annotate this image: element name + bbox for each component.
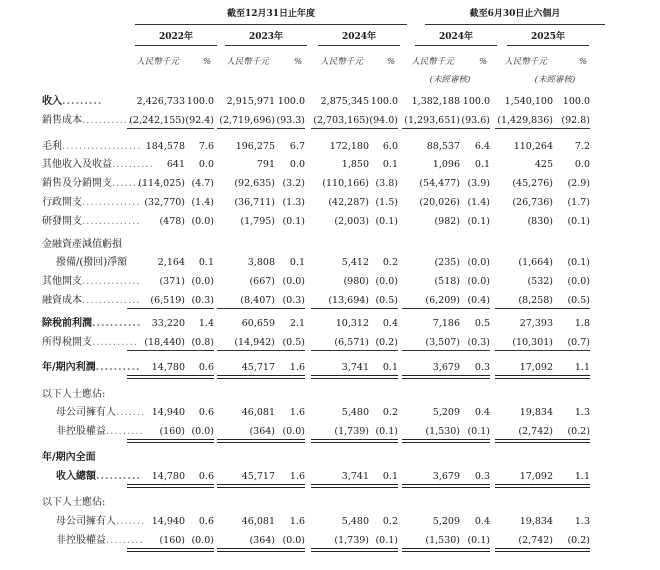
amount-cell: (364) <box>249 535 275 546</box>
percent-cell: (1.4) <box>191 197 214 208</box>
percent-cell: 0.0 <box>198 159 214 170</box>
percent-cell: 6.4 <box>474 141 490 152</box>
row-label: 銷售及分銷開支........ <box>42 178 146 189</box>
percent-cell: (94.0) <box>369 115 398 126</box>
subtotal-rule <box>127 308 214 309</box>
amount-cell: 14,940 <box>151 407 185 418</box>
amount-cell: 14,780 <box>151 362 185 373</box>
amount-unit-label: 人民幣千元 <box>411 57 454 67</box>
percent-cell: (0.2) <box>567 535 590 546</box>
unaudited-note-2024: (未經審核) <box>429 75 471 85</box>
year-ended-header: 截至12月31日止年度 <box>226 9 316 19</box>
row-label: 銷售成本.............. <box>42 115 141 126</box>
percent-cell: 1.4 <box>198 318 214 329</box>
percent-cell: 0.1 <box>382 159 398 170</box>
double-total-rule <box>402 548 490 552</box>
percent-cell: (93.6) <box>461 115 490 126</box>
double-total-rule <box>127 484 214 488</box>
amount-cell: 5,480 <box>341 407 369 418</box>
amount-cell: 19,834 <box>519 516 553 527</box>
percent-cell: (0.1) <box>567 257 590 268</box>
percent-cell: (0.0) <box>191 535 214 546</box>
subtotal-rule <box>402 128 490 129</box>
percent-cell: (0.1) <box>375 216 398 227</box>
double-total-rule <box>127 548 214 552</box>
row-label: 以下人士應佔: <box>42 497 106 508</box>
percent-cell: 100.0 <box>277 96 305 107</box>
percent-cell: (0.1) <box>375 426 398 437</box>
subtotal-rule <box>127 128 214 129</box>
subtotal-rule <box>311 308 398 309</box>
amount-cell: 60,659 <box>241 318 275 329</box>
year-header: 2022年 <box>158 32 194 42</box>
amount-unit-label: 人民幣千元 <box>320 57 363 67</box>
percent-cell: 100.0 <box>562 96 590 107</box>
subtotal-rule <box>402 350 490 351</box>
percent-cell: 1.3 <box>574 516 590 527</box>
percent-cell: (0.1) <box>375 535 398 546</box>
double-total-rule <box>217 375 305 379</box>
amount-cell: 3,679 <box>432 471 460 482</box>
double-total-rule <box>127 439 214 443</box>
percent-cell: 2.1 <box>289 318 305 329</box>
amount-cell: (32,770) <box>144 197 185 208</box>
percent-cell: 0.3 <box>474 362 490 373</box>
header-rule-2 <box>425 24 605 25</box>
amount-cell: (1,739) <box>334 535 369 546</box>
amount-cell: 3,808 <box>247 257 275 268</box>
amount-unit-label: 人民幣千元 <box>504 57 547 67</box>
amount-cell: (1,795) <box>240 216 275 227</box>
percent-cell: 0.6 <box>198 362 214 373</box>
row-label: 金融資產減值虧損 <box>42 239 122 250</box>
percent-cell: (0.0) <box>282 426 305 437</box>
percent-cell: 0.0 <box>574 159 590 170</box>
amount-cell: (1,293,651) <box>404 115 460 126</box>
percent-cell: (0.0) <box>375 276 398 287</box>
double-total-rule <box>311 484 398 488</box>
amount-cell: (8,407) <box>240 295 275 306</box>
amount-unit-label: 人民幣千元 <box>226 57 269 67</box>
amount-cell: (160) <box>159 535 185 546</box>
amount-cell: (14,942) <box>234 337 275 348</box>
amount-cell: (1,739) <box>334 426 369 437</box>
percent-cell: 1.3 <box>574 407 590 418</box>
percent-cell: (2.9) <box>567 178 590 189</box>
amount-cell: (830) <box>527 216 553 227</box>
percent-cell: 7.2 <box>574 141 590 152</box>
percent-cell: (93.3) <box>276 115 305 126</box>
amount-cell: 19,834 <box>519 407 553 418</box>
amount-cell: 5,209 <box>432 407 460 418</box>
unaudited-note-2025: (未經審核) <box>534 75 576 85</box>
row-label: 收入總額.......... <box>56 471 141 482</box>
double-total-rule <box>217 484 305 488</box>
amount-cell: 3,679 <box>432 362 460 373</box>
row-label: 除稅前利潤........... <box>42 318 142 329</box>
amount-cell: 3,741 <box>341 471 369 482</box>
percent-cell: 1.6 <box>289 362 305 373</box>
row-label: 年/期內利潤.......... <box>42 362 141 373</box>
amount-cell: (8,258) <box>518 295 553 306</box>
amount-cell: (518) <box>434 276 460 287</box>
percent-cell: 100.0 <box>370 96 398 107</box>
percent-cell: (92.8) <box>561 115 590 126</box>
percent-cell: (0.0) <box>191 216 214 227</box>
subtotal-rule <box>217 308 305 309</box>
amount-cell: (2,703,165) <box>313 115 369 126</box>
row-label: 毛利................... <box>42 141 142 152</box>
subtotal-rule <box>495 308 590 309</box>
row-label: 行政開支.............. <box>42 197 141 208</box>
amount-cell: 88,537 <box>426 141 460 152</box>
amount-cell: (10,301) <box>512 337 553 348</box>
percent-cell: (0.3) <box>191 295 214 306</box>
double-total-rule <box>311 375 398 379</box>
amount-cell: 110,264 <box>513 141 553 152</box>
percent-cell: 0.1 <box>382 471 398 482</box>
percent-cell: (0.7) <box>567 337 590 348</box>
amount-cell: 17,092 <box>519 362 553 373</box>
double-total-rule <box>495 439 590 443</box>
amount-cell: (6,519) <box>150 295 185 306</box>
percent-cell: 1.8 <box>574 318 590 329</box>
year-header: 2023年 <box>248 32 284 42</box>
subtotal-rule <box>311 128 398 129</box>
amount-cell: 33,220 <box>151 318 185 329</box>
amount-cell: (980) <box>343 276 369 287</box>
amount-cell: 45,717 <box>241 362 275 373</box>
percent-cell: 1.6 <box>289 407 305 418</box>
double-total-rule <box>127 375 214 379</box>
amount-cell: 1,382,188 <box>411 96 460 107</box>
percent-cell: (1.7) <box>567 197 590 208</box>
percent-cell: (0.3) <box>467 337 490 348</box>
amount-cell: (13,694) <box>328 295 369 306</box>
percent-cell: (1.3) <box>282 197 305 208</box>
amount-cell: (2,003) <box>334 216 369 227</box>
amount-cell: (371) <box>159 276 185 287</box>
subtotal-rule <box>217 128 305 129</box>
percent-cell: 6.0 <box>382 141 398 152</box>
percent-cell: (0.1) <box>467 426 490 437</box>
percent-cell: 0.1 <box>198 257 214 268</box>
percent-unit-label: % <box>293 57 303 67</box>
percent-cell: 0.4 <box>474 516 490 527</box>
amount-cell: (532) <box>527 276 553 287</box>
amount-cell: (36,711) <box>234 197 275 208</box>
year-rule <box>135 45 217 46</box>
subtotal-rule <box>311 350 398 351</box>
amount-cell: 45,717 <box>241 471 275 482</box>
six-months-header: 截至6月30日止六個月 <box>469 9 561 19</box>
percent-unit-label: % <box>202 57 212 67</box>
percent-cell: 0.2 <box>382 407 398 418</box>
row-label: 其他收入及收益.......... <box>42 159 154 170</box>
percent-cell: 100.0 <box>462 96 490 107</box>
year-rule <box>225 45 307 46</box>
amount-cell: (20,026) <box>419 197 460 208</box>
row-label: 以下人士應佔: <box>42 389 106 400</box>
row-label: 母公司擁有人....... <box>56 516 146 527</box>
percent-cell: 0.5 <box>474 318 490 329</box>
year-header: 2025年 <box>530 32 566 42</box>
percent-cell: (0.3) <box>282 295 305 306</box>
amount-cell: (2,242,155) <box>129 115 185 126</box>
percent-cell: 1.6 <box>289 471 305 482</box>
double-total-rule <box>495 548 590 552</box>
amount-cell: (364) <box>249 426 275 437</box>
percent-cell: 1.6 <box>289 516 305 527</box>
amount-cell: (26,736) <box>512 197 553 208</box>
percent-cell: 0.0 <box>289 159 305 170</box>
percent-cell: (1.4) <box>467 197 490 208</box>
percent-cell: 0.6 <box>198 471 214 482</box>
percent-cell: (0.1) <box>282 216 305 227</box>
row-label: 年/期內全面 <box>42 452 96 463</box>
percent-cell: 1.1 <box>574 362 590 373</box>
percent-cell: (0.8) <box>191 337 214 348</box>
percent-cell: 7.6 <box>198 141 214 152</box>
amount-cell: 791 <box>256 159 275 170</box>
row-label: 母公司擁有人....... <box>56 407 146 418</box>
amount-cell: 184,578 <box>145 141 185 152</box>
percent-cell: 0.4 <box>474 407 490 418</box>
percent-unit-label: % <box>578 57 588 67</box>
double-total-rule <box>495 375 590 379</box>
percent-cell: (0.1) <box>467 535 490 546</box>
amount-cell: 17,092 <box>519 471 553 482</box>
amount-cell: 14,940 <box>151 516 185 527</box>
double-total-rule <box>495 484 590 488</box>
amount-cell: 641 <box>166 159 185 170</box>
percent-unit-label: % <box>478 57 488 67</box>
percent-cell: 0.3 <box>474 471 490 482</box>
percent-cell: 0.1 <box>289 257 305 268</box>
amount-cell: (45,276) <box>512 178 553 189</box>
percent-cell: (0.0) <box>567 276 590 287</box>
double-total-rule <box>217 439 305 443</box>
amount-cell: 5,480 <box>341 516 369 527</box>
amount-cell: 2,875,345 <box>320 96 369 107</box>
subtotal-rule <box>495 350 590 351</box>
amount-cell: (54,477) <box>419 178 460 189</box>
year-header: 2024年 <box>438 32 474 42</box>
amount-cell: 5,412 <box>341 257 369 268</box>
double-total-rule <box>217 548 305 552</box>
percent-cell: (0.1) <box>467 216 490 227</box>
amount-cell: (1,530) <box>425 535 460 546</box>
percent-unit-label: % <box>386 57 396 67</box>
subtotal-rule <box>217 350 305 351</box>
amount-cell: 3,741 <box>341 362 369 373</box>
double-total-rule <box>402 484 490 488</box>
amount-cell: 425 <box>534 159 553 170</box>
percent-cell: 0.6 <box>198 516 214 527</box>
percent-cell: (1.5) <box>375 197 398 208</box>
double-total-rule <box>311 439 398 443</box>
amount-cell: 5,209 <box>432 516 460 527</box>
amount-cell: (6,571) <box>334 337 369 348</box>
percent-cell: (0.0) <box>282 276 305 287</box>
double-total-rule <box>402 439 490 443</box>
row-label: 研發開支.............. <box>42 216 141 227</box>
percent-cell: 6.7 <box>289 141 305 152</box>
amount-cell: (42,287) <box>328 197 369 208</box>
amount-cell: (1,664) <box>518 257 553 268</box>
amount-cell: 46,081 <box>241 516 275 527</box>
percent-cell: 100.0 <box>186 96 214 107</box>
amount-unit-label: 人民幣千元 <box>136 57 179 67</box>
amount-cell: 7,186 <box>432 318 460 329</box>
percent-cell: (4.7) <box>191 178 214 189</box>
year-rule <box>415 45 497 46</box>
amount-cell: 2,426,733 <box>136 96 185 107</box>
row-label: 非控股權益......... <box>56 426 144 437</box>
amount-cell: (1,530) <box>425 426 460 437</box>
percent-cell: (3.9) <box>467 178 490 189</box>
amount-cell: 1,540,100 <box>504 96 553 107</box>
percent-cell: 0.2 <box>382 257 398 268</box>
percent-cell: (0.0) <box>191 276 214 287</box>
amount-cell: 2,915,971 <box>226 96 275 107</box>
percent-cell: 0.6 <box>198 407 214 418</box>
percent-cell: (0.5) <box>282 337 305 348</box>
double-total-rule <box>402 375 490 379</box>
double-total-rule <box>311 548 398 552</box>
amount-cell: 2,164 <box>157 257 185 268</box>
percent-cell: (0.0) <box>191 426 214 437</box>
amount-cell: 46,081 <box>241 407 275 418</box>
percent-cell: (3.8) <box>375 178 398 189</box>
percent-cell: (0.2) <box>567 426 590 437</box>
amount-cell: 1,850 <box>341 159 369 170</box>
amount-cell: (6,209) <box>425 295 460 306</box>
amount-cell: (110,166) <box>322 178 369 189</box>
amount-cell: 14,780 <box>151 471 185 482</box>
percent-cell: 0.2 <box>382 516 398 527</box>
subtotal-rule <box>495 128 590 129</box>
amount-cell: 10,312 <box>335 318 369 329</box>
percent-cell: (0.2) <box>375 337 398 348</box>
row-label: 撥備/(撥回)淨額 <box>56 257 128 268</box>
percent-cell: 0.1 <box>474 159 490 170</box>
amount-cell: (18,440) <box>144 337 185 348</box>
percent-cell: (0.1) <box>567 216 590 227</box>
percent-cell: (0.5) <box>375 295 398 306</box>
amount-cell: (235) <box>434 257 460 268</box>
amount-cell: 27,393 <box>519 318 553 329</box>
amount-cell: 1,096 <box>432 159 460 170</box>
row-label: 其他開支.............. <box>42 276 141 287</box>
amount-cell: (3,507) <box>425 337 460 348</box>
subtotal-rule <box>127 350 214 351</box>
amount-cell: (160) <box>159 426 185 437</box>
percent-cell: (92.4) <box>185 115 214 126</box>
percent-cell: 0.1 <box>382 362 398 373</box>
row-label: 融資成本.............. <box>42 295 141 306</box>
percent-cell: (0.4) <box>467 295 490 306</box>
row-label: 非控股權益......... <box>56 535 144 546</box>
row-label: 收入......... <box>42 96 103 107</box>
year-rule <box>318 45 400 46</box>
amount-cell: (2,742) <box>518 535 553 546</box>
amount-cell: 172,180 <box>329 141 369 152</box>
percent-cell: 1.1 <box>574 471 590 482</box>
percent-cell: 0.4 <box>382 318 398 329</box>
amount-cell: (92,635) <box>234 178 275 189</box>
amount-cell: (667) <box>249 276 275 287</box>
amount-cell: (478) <box>159 216 185 227</box>
percent-cell: (0.0) <box>467 276 490 287</box>
subtotal-rule <box>402 308 490 309</box>
row-label: 所得稅開支........... <box>42 337 138 348</box>
amount-cell: (982) <box>434 216 460 227</box>
year-rule <box>507 45 589 46</box>
percent-cell: (0.0) <box>282 535 305 546</box>
amount-cell: 196,275 <box>235 141 275 152</box>
header-rule-1 <box>135 24 407 25</box>
amount-cell: (1,429,836) <box>497 115 553 126</box>
percent-cell: (0.0) <box>467 257 490 268</box>
amount-cell: (2,719,696) <box>219 115 275 126</box>
amount-cell: (2,742) <box>518 426 553 437</box>
amount-cell: (114,025) <box>138 178 185 189</box>
year-header: 2024年 <box>341 32 377 42</box>
percent-cell: (3.2) <box>282 178 305 189</box>
percent-cell: (0.5) <box>567 295 590 306</box>
